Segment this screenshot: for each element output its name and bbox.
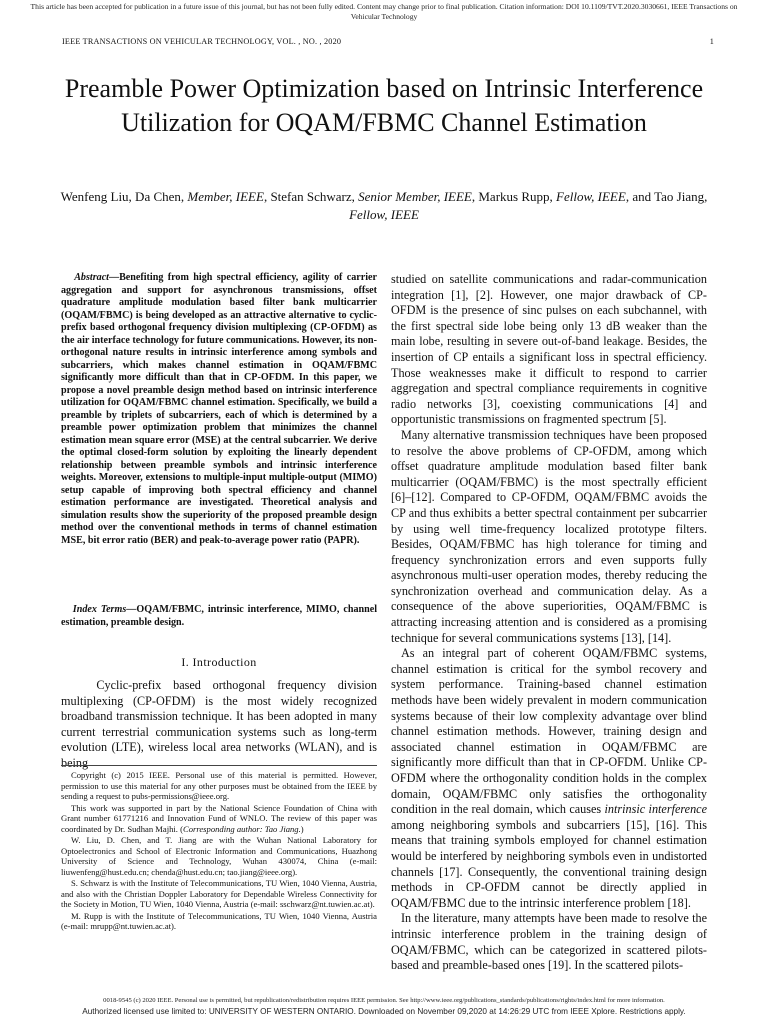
abstract [61,272,377,547]
section-heading-introduction: I. Introduction [181,655,257,669]
body-paragraph-2: Many alternative transmission techniques have been proposed to resolve the above problems of CP-OFDM, among which offset quadrature amplitude modulation based filter bank multicarrier (OQAM/FBMC) is the most spectrally efficient [6]–[12]. Compared to CP-OFDM, OQAM/FBMC avoids the CP and thus exhibits a better spectral containment per subcarrier by using well time-frequency localized prototype filters. Besides, OQAM/FBMC has high tolerance for timing and frequency synchronization errors and even supports fully asynchronous multi-user operation modes, thereby reducing the synchronization overhead and communication delay. As a consequence of the above superiorities, OQAM/FBMC is attracting increasing attention and is considered as a promising technique for several communications systems [13], [14]. [391,427,707,645]
footnote-divider [61,765,377,766]
body-paragraph-3c: among neighboring symbols and subcarriers [15], [16]. This means that training symbols employed for channel estimation would be interfered by neighboring symbols even in undistorted channels [17]. Consequently, the conventional training design methods in CP-OFDM cannot be directly applied in OQAM/FBMC due to the intrinsic interference problem [18]. [391,817,707,910]
index-terms-text: —OQAM/FBMC, intrinsic interference, MIMO, channel estimation, preamble design. [61,604,378,628]
paper-title: Preamble Power Optimization based on Intrinsic Interference Utilization for OQAM/FBMC Channel Estimation [64,74,704,137]
index-terms [61,604,377,629]
body-paragraph-1: studied on satellite communications and radar-communication integration [1], [2]. However, one major drawback of CP-OFDM is the presence of sinc pulses on each subchannel, with the first spectral side lobe being only 13 dB weaker than the main lobe, resulting in severe out-of-band leakage. Besides, the insertion of CP entails a significant loss in spectral efficiency. Those weaknesses make it difficult to respond to carrier aggregation and spectral compliance requirements in cognitive radio networks [3], coexisting communications [4] and opportunistic transmissions on fragmented spectrum [5]. [391,272,707,427]
page-number: 1 [709,37,714,46]
author-role-3: Fellow, IEEE [556,189,626,204]
abstract-text: —Benefiting from high spectral efficiency, agility of carrier aggregation and support for asynchronous transmissions, offset quadrature amplitude modulation based filter bank multicarrier (OQAM/FBMC) is being developed as an attractive alternative to cyclic-prefix based orthogonal frequency division multiplexing (CP-OFDM) as the air interface technology for future communications. However, its non-orthogonal nature results in intrinsic interference among symbols and subcarriers, which makes channel estimation in OQAM/FBMC significantly more difficult than that in CP-OFDM. In this paper, we propose a novel preamble design method based on intrinsic interference utilization for OQAM/FBMC channel estimation. Specifically, we build a preamble by triplets of subcarriers, each of which is determined by a preamble power optimization problem that minimizes the channel estimation mean square error (MSE) at the central subcarrier. We derive the optimal closed-form solution by exploiting the linearly dependent relationship between preamble symbols and intrinsic interference weights. Moreover, extensions to multiple-input multiple-output (MIMO) setup capable of improving both spectral efficiency and channel estimation performance are investigated. Theoretical analysis and simulation results show the superiority of the proposed preamble design method over the conventional methods in terms of channel estimation MSE, bit error ratio (BER) and peak-to-average power ratio (PAPR). [61,272,377,546]
author-role-4: Fellow, IEEE [349,207,419,222]
right-column-body [391,272,707,974]
footnote-funding [61,803,377,835]
footnote-affiliation-hust: W. Liu, D. Chen, and T. Jiang are with the Wuhan National Laboratory for Optoelectronics and School of Electronic Information and Communications, Huazhong University of Science and Technology, Wuhan 430074, China (e-mail: liuwenfeng@hust.edu.cn; chenda@hust.edu.cn; tao.jiang@ieee.org). [61,835,377,877]
publication-notice: This article has been accepted for publication in a future issue of this journal, but has not been fully edited. Content may change prior to final publication. Citation information: DOI 10.1109/TVT.2020.3030661, IEEE Transactions on Vehicular Technology [30,2,738,21]
author-names-1: Wenfeng Liu, Da Chen, [60,189,188,204]
authorized-use-line: Authorized licensed use limited to: UNIVERSITY OF WESTERN ONTARIO. Downloaded on November 09,2020 at 14:26:29 UTC from IEEE Xplore. Restrictions apply. [82,1007,686,1016]
body-paragraph-3a: As an integral part of coherent OQAM/FBMC systems, channel estimation is critical for the symbol recovery and system performance. Training-based channel estimation methods have been widely prevalent in modern communication systems because of their low complexity advantage over blind channel estimation methods. However, training design and associated channel estimation in OQAM/FBMC are significantly more difficult than that in CP-OFDM. Unlike CP-OFDM where the orthogonality condition holds in the complex domain, OQAM/FBMC only satisfies the orthogonality condition in the real domain, which causes [391,646,707,817]
footnote-copyright: Copyright (c) 2015 IEEE. Personal use of this material is permitted. However, permission to use this material for any other purposes must be obtained from the IEEE by sending a request to pubs-permissions@ieee.org. [61,770,377,801]
footnote-affiliation-rupp: M. Rupp is with the Institute of Telecommunications, TU Wien, 1040 Vienna, Austria (e-mail: mrupp@nt.tuwien.ac.at). [61,910,377,931]
author-role-2: Senior Member, IEEE [358,189,472,204]
index-terms-label: Index Terms [72,604,127,615]
footnote-funding-text: This work was supported in part by the National Science Foundation of China with Grant number 61771216 and Innovation Fund of WNLO. The review of this paper was coordinated by Dr. Sudhan Majhi. ( [61,802,377,834]
intro-text: Cyclic-prefix based orthogonal frequency division multiplexing (CP-OFDM) is the most widely recognized broadband transmission technique. It has been adopted in many current terrestrial communication systems such as long-term evolution (LTE), wireless local area networks (WLAN), and is being [61,678,377,770]
author-list [40,188,728,224]
author-names-2: , Stefan Schwarz, [263,189,359,204]
author-names-4: , and Tao Jiang, [625,189,708,204]
corresponding-author: Corresponding author: Tao Jiang. [182,823,301,834]
body-paragraph-4: In the literature, many attempts have been made to resolve the intrinsic interference problem in the training design of OQAM/FBMC, which can be categorized in scattered pilots-based and preamble-based ones [19]. In the scattered pilots- [391,911,707,973]
body-paragraph-3 [391,646,707,911]
footnotes [61,770,377,933]
journal-name: IEEE TRANSACTIONS ON VEHICULAR TECHNOLOGY, VOL. , NO. , 2020 [62,37,342,46]
abstract-label: Abstract [74,272,109,283]
intro-paragraph [61,678,377,772]
footnote-affiliation-schwarz: S. Schwarz is with the Institute of Telecommunications, TU Wien, 1040 Vienna, Austria, and also with the Christian Doppler Laboratory for Dependable Wireless Connectivity for the Society in Motion, TU Wien, 1040 Vienna, Austria (e-mail: sschwarz@nt.tuwien.ac.at). [61,878,377,909]
footnote-funding-close: ) [300,823,304,834]
author-role-1: Member, IEEE [187,189,264,204]
author-names-3: , Markus Rupp, [471,189,557,204]
running-head [62,37,714,46]
emphasis-intrinsic-interference: intrinsic interference [604,802,707,817]
copyright-line: 0018-9545 (c) 2020 IEEE. Personal use is permitted, but republication/redistribution requires IEEE permission. See http://www.ieee.org/publications_standards/publications/rights/index.html for more information. [103,997,665,1004]
